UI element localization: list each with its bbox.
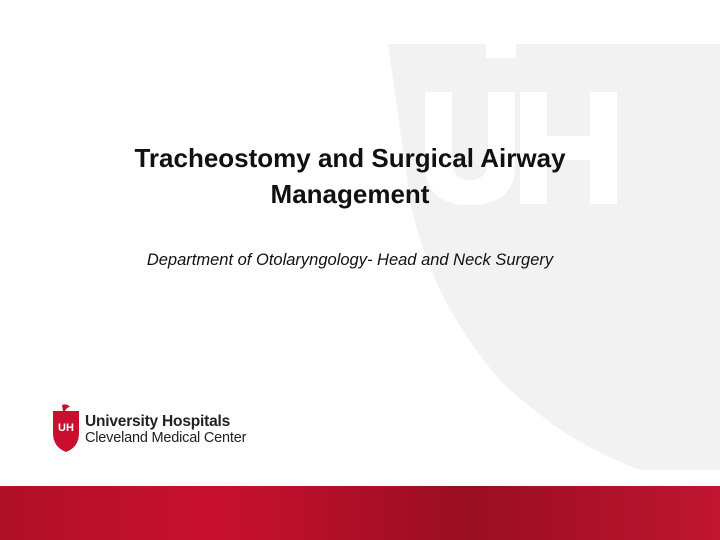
logo-wordmark [85, 413, 246, 447]
logo-mark-text: UH [58, 422, 74, 434]
logo-name-line-2: Cleveland Medical Center [85, 430, 247, 446]
slide-title [60, 140, 640, 212]
footer-band [0, 486, 720, 540]
logo-name-line-1: University Hospitals [85, 413, 231, 430]
slide-title-line-2: Management [270, 179, 430, 209]
slide-subtitle: Department of Otolaryngology- Head and Neck Surgery [146, 251, 554, 269]
slide-title-line-1: Tracheostomy and Surgical Airway [134, 143, 566, 173]
uh-logo [50, 403, 260, 453]
uh-shield-logo-icon [50, 403, 82, 453]
